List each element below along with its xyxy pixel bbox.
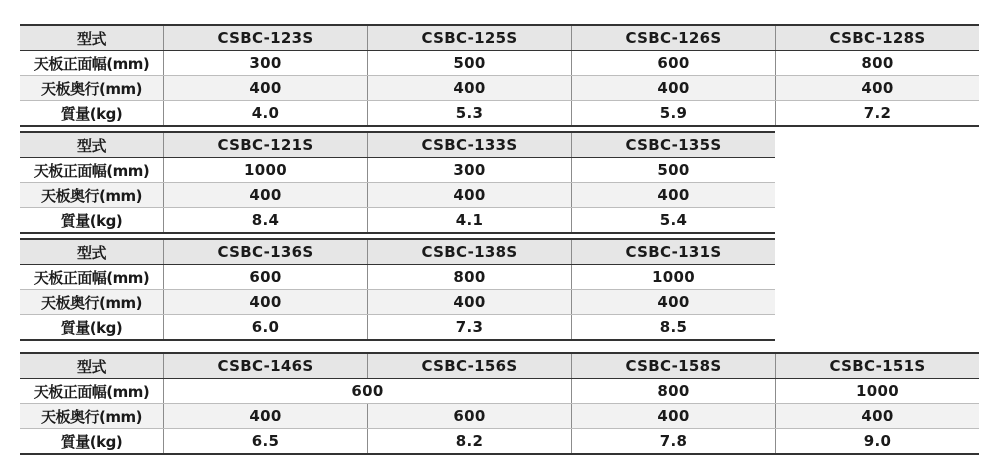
spec-table-2: [20, 131, 775, 234]
model-cell: CSBC-125S: [368, 25, 572, 51]
model-cell: CSBC-123S: [164, 25, 368, 51]
depth-row: [20, 404, 979, 429]
model-label: 型式: [20, 353, 164, 379]
weight-cell: 4.0: [164, 101, 368, 127]
weight-row: [20, 101, 979, 127]
width-label: 天板正面幅(mm): [20, 51, 164, 76]
weight-cell: 8.4: [164, 208, 368, 234]
width-cell: 500: [572, 158, 776, 183]
depth-cell: 400: [368, 290, 572, 315]
spec-table-3: [20, 238, 775, 341]
depth-label: 天板奥行(mm): [20, 404, 164, 429]
depth-cell: 400: [368, 183, 572, 208]
weight-cell: 7.3: [368, 315, 572, 341]
weight-cell: 7.8: [572, 429, 776, 455]
weight-cell: 5.9: [572, 101, 776, 127]
weight-cell: 8.5: [572, 315, 776, 341]
model-row: [20, 25, 979, 51]
weight-label: 質量(kg): [20, 101, 164, 127]
depth-cell: 400: [572, 404, 776, 429]
width-cell: 600: [164, 265, 368, 290]
weight-label: 質量(kg): [20, 315, 164, 341]
depth-cell: 400: [572, 183, 776, 208]
width-label: 天板正面幅(mm): [20, 158, 164, 183]
spec-table-1: [20, 24, 979, 127]
model-row: [20, 353, 979, 379]
width-cell: 800: [368, 265, 572, 290]
depth-label: 天板奥行(mm): [20, 290, 164, 315]
width-cell: 300: [368, 158, 572, 183]
model-cell: CSBC-136S: [164, 239, 368, 265]
weight-row: [20, 208, 775, 234]
depth-cell: 400: [368, 76, 572, 101]
width-cell: 800: [572, 379, 776, 404]
weight-cell: 9.0: [776, 429, 980, 455]
model-label: 型式: [20, 25, 164, 51]
model-cell: CSBC-151S: [776, 353, 980, 379]
spec-table-4: [20, 352, 979, 455]
model-cell: CSBC-138S: [368, 239, 572, 265]
width-cell: 300: [164, 51, 368, 76]
depth-cell: 400: [164, 76, 368, 101]
width-label: 天板正面幅(mm): [20, 265, 164, 290]
model-cell: CSBC-133S: [368, 132, 572, 158]
depth-cell: 400: [164, 404, 368, 429]
model-row: [20, 132, 775, 158]
width-cell: 1000: [164, 158, 368, 183]
model-cell: CSBC-146S: [164, 353, 368, 379]
width-row: [20, 158, 775, 183]
depth-row: [20, 76, 979, 101]
model-cell: CSBC-158S: [572, 353, 776, 379]
model-cell: CSBC-131S: [572, 239, 776, 265]
weight-cell: 6.0: [164, 315, 368, 341]
weight-cell: 8.2: [368, 429, 572, 455]
model-label: 型式: [20, 239, 164, 265]
weight-cell: 4.1: [368, 208, 572, 234]
depth-row: [20, 290, 775, 315]
weight-row: [20, 429, 979, 455]
depth-row: [20, 183, 775, 208]
weight-label: 質量(kg): [20, 208, 164, 234]
width-cell: 800: [776, 51, 980, 76]
depth-label: 天板奥行(mm): [20, 76, 164, 101]
depth-label: 天板奥行(mm): [20, 183, 164, 208]
width-cell-merged: 600: [164, 379, 572, 404]
width-cell: 600: [572, 51, 776, 76]
depth-cell: 400: [776, 76, 980, 101]
depth-cell: 400: [572, 290, 776, 315]
width-label: 天板正面幅(mm): [20, 379, 164, 404]
weight-cell: 7.2: [776, 101, 980, 127]
depth-cell: 600: [368, 404, 572, 429]
model-cell: CSBC-128S: [776, 25, 980, 51]
weight-cell: 6.5: [164, 429, 368, 455]
width-row: [20, 379, 979, 404]
weight-label: 質量(kg): [20, 429, 164, 455]
depth-cell: 400: [164, 183, 368, 208]
model-row: [20, 239, 775, 265]
width-cell: 1000: [776, 379, 980, 404]
width-cell: 1000: [572, 265, 776, 290]
width-row: [20, 51, 979, 76]
depth-cell: 400: [164, 290, 368, 315]
depth-cell: 400: [572, 76, 776, 101]
model-cell: CSBC-135S: [572, 132, 776, 158]
weight-row: [20, 315, 775, 341]
model-cell: CSBC-156S: [368, 353, 572, 379]
depth-cell: 400: [776, 404, 980, 429]
weight-cell: 5.3: [368, 101, 572, 127]
width-row: [20, 265, 775, 290]
width-cell: 500: [368, 51, 572, 76]
model-cell: CSBC-121S: [164, 132, 368, 158]
weight-cell: 5.4: [572, 208, 776, 234]
model-label: 型式: [20, 132, 164, 158]
model-cell: CSBC-126S: [572, 25, 776, 51]
